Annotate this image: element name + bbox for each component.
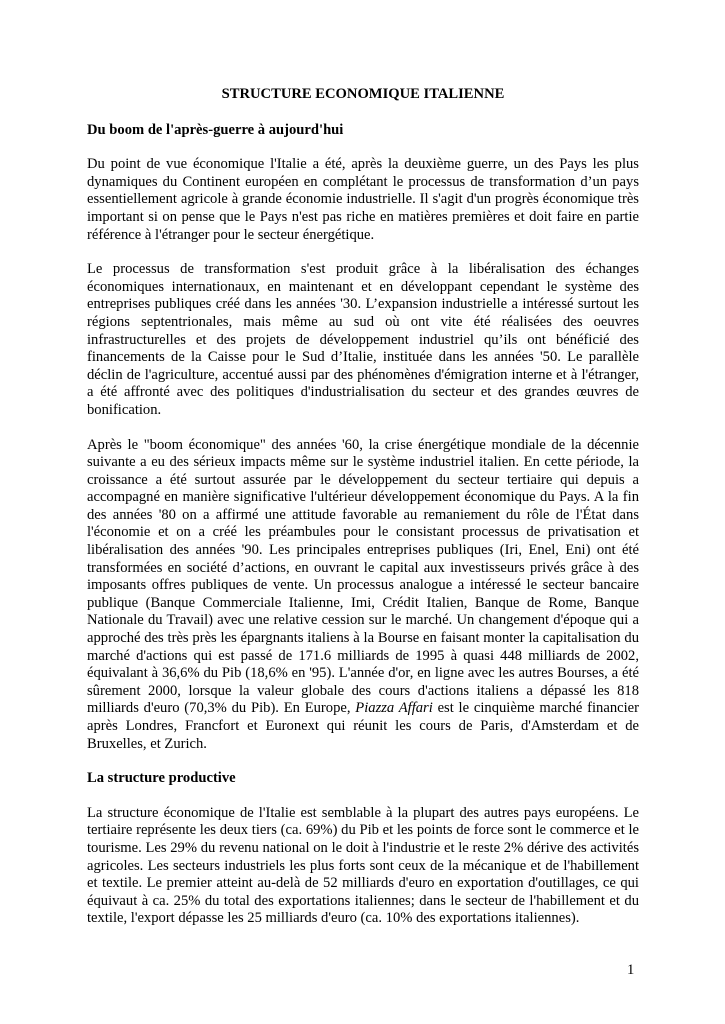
section-heading-productive-structure: La structure productive	[87, 770, 236, 787]
document-title: STRUCTURE ECONOMIQUE ITALIENNE	[221, 86, 505, 102]
document-page	[87, 86, 639, 945]
section-heading-postwar-boom: Du boom de l'après-guerre à aujourd'hui	[87, 121, 344, 138]
page-number: 1	[627, 962, 635, 978]
paragraph-economic-dynamism: Du point de vue économique l'Italie a été, après la deuxième guerre, un des Pays les plus dynamiques du Continent européen en complétant le processus de transformation d’un pays essentiellement agricole à grande économie industrielle. Il s'agit d'un progrès économique très important si on pense que le Pays n'est pas riche en matières premières et doit faire en partie référence à l'étranger pour le secteur énergétique.	[87, 156, 639, 243]
paragraph-transformation-process: Le processus de transformation s'est produit grâce à la libéralisation des échanges économiques internationaux, en maintenant et en développant cependant le système des entreprises publiques créé dans les années '30. L’expansion industrielle a intéressé surtout les régions septentrionales, mais même au sud où ont vite été réalisées des oeuvres infrastructurelles et des projets de développement industriel qu’ils ont bénéficié des financements de la Caisse pour le Sud d’Italie, instituée dans les années '50. Le parallèle déclin de l'agriculture, accentué aussi par des phénomènes d'émigration interne et à l'étranger, a été affronté avec des politiques d'industrialisation du secteur et des grandes œuvres de bonification.	[87, 261, 639, 418]
paragraph-economic-boom-text-end: est le cinquième marché financier après Londres, Francfort et Euronext qui réunit les cours de Paris, d'Amsterdam et de Bruxelles, et Zurich.	[87, 700, 639, 752]
paragraph-economic-boom	[87, 437, 639, 754]
paragraph-productive-structure: La structure économique de l'Italie est semblable à la plupart des autres pays européens. Le tertiaire représente les deux tiers (ca. 69%) du Pib et les points de force sont le commerce et le tourisme. Les 29% du revenu national on le doit à l'industrie et le reste 2% dérive des activités agricoles. Les secteurs industriels les plus forts sont ceux de la mécanique et de l'habillement et textile. Le premier atteint au-delà de 52 milliards d'euro en exportation d'outillages, ce qui équivaut à ca. 25% du total des exportations italiennes; dans le secteur de l'habillement et du textile, l'export dépasse les 25 milliards d'euro (ca. 10% des exportations italiennes).	[87, 804, 639, 927]
piazza-affari-italic: Piazza Affari	[355, 700, 433, 717]
paragraph-economic-boom-text-start: Après le "boom économique" des années '60, la crise énergétique mondiale de la décennie suivante a eu des sérieux impacts même sur le système industriel italien. En cette période, la croissance a été surtout assurée par le développement du secteur tertiaire qui depuis a accompagné en manière significative l'ultérieur développement économique du Pays. A la fin des années '80 on a affirmé une attitude favorable au remaniement du rôle de l'État dans l'économie et on a créé les préambules pour le consistant processus de privatisation et libéralisation des années '90. Les principales entreprises publiques (Iri, Enel, Eni) ont été transformées en société d’actions, en ouvrant le capital aux investisseurs privés grâce à des imposants offres publiques de vente. Un processus analogue a intéressé le secteur bancaire publique (Banque Commerciale Italienne, Imi, Crédit Italien, Banque de Rome, Banque Nationale du Travail) avec une relative cession sur le marché. Un changement d'époque qui a approché des très près les épargnants italiens à la Bourse en faisant monter la capitalisation du marché d'actions qui est passé de 171.6 milliards de 1995 à quasi 448 milliards de 2002, équivalant à 36,6% du Pib (18,6% en '95). L'année d'or, en ligne avec les autres Bourses, a été sûrement 2000, lorsque la valeur globale des cours d'actions italiens a dépassé les 818 milliards d'euro (70,3% du Pib). En Europe,	[87, 436, 639, 717]
